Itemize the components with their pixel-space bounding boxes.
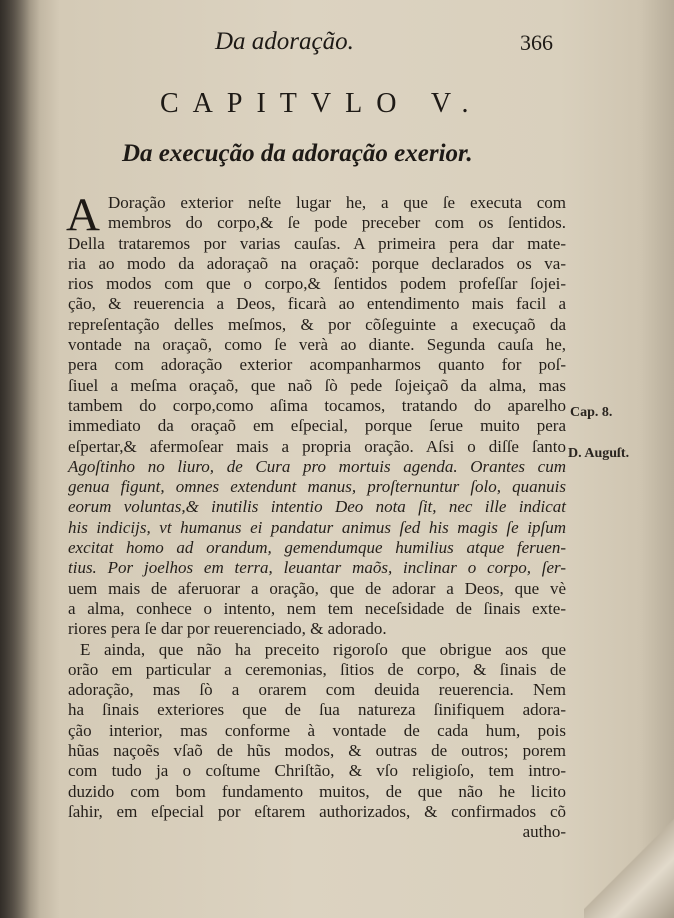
text-line: Doração exterior neſte lugar he, a que ſe executa com (108, 193, 566, 212)
text-line: com tudo ja o coſtume Chriſtão, & vſo religioſo, tem intro- (68, 761, 566, 781)
text-line: E ainda, que não ha preceito rigoroſo que obrigue aos que (80, 639, 566, 659)
text-line: genua figunt, omnes extendunt manus, proſternuntur ſolo, quanuis (68, 477, 566, 497)
text-line: uem mais de aferuorar a oração, que de adorar a Deos, que vè (68, 578, 566, 598)
text-line: eſpertar,& afermoſear mais a propria oração. Aſsi o diſſe ſanto (68, 436, 566, 456)
text-line: rios modos com que o corpo,& ſentidos podem profeſſar ſojei- (68, 274, 566, 294)
text-line: orão em particular a ceremonias, ſitios de corpo, & ſinais de (68, 659, 566, 679)
text-line: vontade na oraçaõ, como ſe verà ao diante. Segunda cauſa he, (68, 335, 566, 355)
chapter-title: CAPITVLO V. (160, 88, 483, 119)
text-line: repreſentação delles meſmos, & por cõſeguinte a execuçaõ da (68, 314, 566, 334)
gutter-shadow (0, 0, 40, 918)
drop-cap: A (66, 189, 100, 241)
page-number: 366 (520, 30, 553, 55)
text-line: hũas naçoẽs vſaõ de hũs modos, & outras de outros; porem (68, 741, 566, 761)
body-text (66, 189, 566, 843)
running-title: Da adoração. (215, 28, 354, 55)
text-line: ção, & reuerencia a Deos, ficarà ao entendimento mais facil a (68, 294, 566, 314)
text-line: membros do corpo,& ſe pode preceber com os ſentidos. (108, 213, 566, 233)
text-line: autho- (522, 822, 566, 842)
text-line: pera com adoração exterior acompanharmos quanto for poſ- (68, 355, 566, 375)
text-line: tambem do corpo,como aſima tocamos, tratando do aparelho (68, 395, 566, 415)
text-line: ſiuel a meſma oraçaõ, que naõ ſò pede ſojeiçaõ da alma, mas (68, 375, 566, 395)
text-line: Della trataremos por varias cauſas. A primeira pera dar mate- (68, 233, 566, 253)
text-line: duzido com bom fundamento muitos, de que não he licito (68, 781, 566, 801)
text-line: ſahir, em eſpecial por eſtarem authorizados, & confirmados cõ (68, 801, 566, 821)
text-line: Agoſtinho no liuro, de Cura pro mortuis agenda. Orantes cum (68, 456, 566, 476)
text-line: tius. Por joelhos em terra, leuantar maõs, inclinar o corpo, ſer- (68, 558, 566, 578)
text-line: his indicijs, vt humanus ei pandatur animus ſed his magis ſe ipſum (68, 517, 566, 537)
text-line: ção interior, mas conforme à vontade de cada hum, pois (68, 720, 566, 740)
text-line: a alma, conhece o intento, nem tem neceſsidade de ſinais exte- (68, 598, 566, 618)
text-line: immediato da oraçaõ em eſpecial, porque ſerue muito pera (68, 416, 566, 436)
text-line: adoração, mas ſò a orarem com deuida reuerencia. Nem (68, 680, 566, 700)
text-line: excitat homo ad orandum, gemendumque humilius atque feruen- (68, 538, 566, 558)
text-line: riores pera ſe dar por reuerenciado, & adorado. (68, 619, 387, 639)
margin-note: D. Auguſt. (568, 446, 630, 461)
text-line: ria ao modo da adoraçaõ na oraçaõ: porque declarados os va- (68, 253, 566, 273)
text-line: eorum voluntas,& inutilis intentio Deo nota ſit, nec ille indicat (68, 497, 566, 517)
page-curl (584, 808, 674, 918)
text-line: ha ſinais exteriores que de ſua natureza ſinifiquem adora- (68, 700, 566, 720)
chapter-subtitle: Da execução da adoração exerior. (122, 140, 473, 167)
margin-note: Cap. 8. (570, 405, 613, 420)
